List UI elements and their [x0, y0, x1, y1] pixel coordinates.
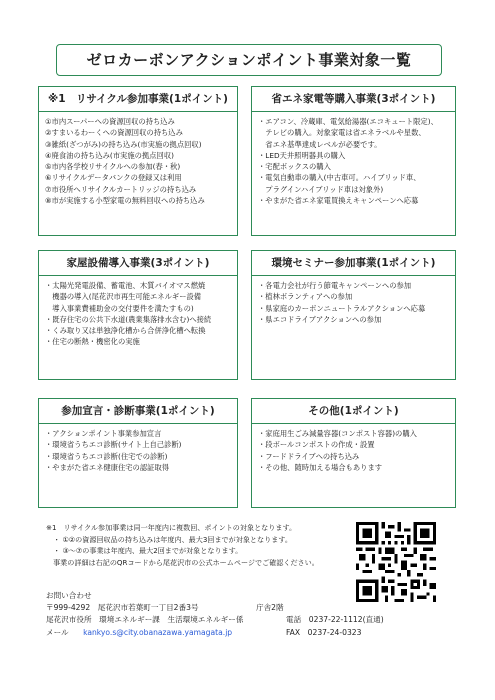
box-recycle	[38, 86, 238, 236]
box-declaration	[38, 398, 238, 508]
page-title: ゼロカーボンアクションポイント事業対象一覧	[56, 44, 442, 76]
box-list	[252, 276, 455, 329]
contact-floor: 庁舎2階	[256, 603, 284, 613]
contact-mail-label: メール	[46, 627, 69, 637]
list-item: ・県エコドライブアクションへの参加	[258, 314, 382, 324]
box-other	[251, 398, 456, 508]
list-item: ・エアコン、冷蔵庫、電気給湯器(エコキュート限定)、	[258, 117, 438, 126]
list-item: ・県家庭のカーボンニュートラルアクションへ応募	[258, 303, 426, 313]
list-item: ・やまがた省エネ家電買換えキャンペーンへ応募	[258, 196, 419, 206]
list-item: ・その他、随時加える場合もあります	[258, 462, 383, 472]
list-item: ・太陽光発電設備、蓄電池、木質バイオマス燃焼	[45, 281, 206, 290]
list-item: 導入事業費補助金の交付要件を満たすもの)	[45, 303, 194, 313]
list-item: ・環境省うちエコ診断(サイト上自己診断)	[45, 440, 182, 450]
box-header: ※1 リサイクル参加事業(1ポイント)	[39, 87, 237, 112]
list-item: 省エネ基準達成レベルが必要です。	[258, 139, 382, 149]
note-line: ・ ③～⑦の事業は年度内、最大2回までが対象となります。	[46, 546, 243, 555]
list-item: 機器の導入(尾花沢市再生可能エネルギー設備	[45, 292, 202, 302]
list-item: ④廃食油の持ち込み(市実施の拠点回収)	[45, 150, 174, 160]
list-item: ・電気自動車の購入(中古車可。ハイブリッド車、	[258, 173, 421, 183]
box-list	[39, 276, 237, 352]
list-item: ③雑紙(ざつがみ)の持ち込み(市実施の拠点回収)	[45, 139, 202, 149]
box-header: その他(1ポイント)	[252, 399, 455, 424]
contact-address-row	[46, 602, 456, 614]
box-list	[252, 424, 455, 477]
box-list	[39, 424, 237, 477]
contact-fax: FAX 0237-24-0323	[286, 627, 362, 637]
list-item: ・くみ取り又は単独浄化槽から合併浄化槽へ転換	[45, 326, 206, 336]
note-line: 事業の詳細は右記のQRコードから尾花沢市の公式ホームページでご確認ください。	[46, 557, 319, 567]
list-item: ・宅配ボックスの購入	[258, 162, 331, 172]
box-list	[39, 112, 237, 210]
contact-mail-row	[46, 627, 456, 639]
box-appliance	[251, 86, 456, 236]
list-item: ・各電力会社が行う節電キャンペーンへの参加	[258, 281, 412, 290]
contact-info	[46, 590, 456, 639]
notes	[46, 522, 346, 568]
list-item: ・植林ボランティアへの参加	[258, 292, 353, 302]
list-item: プラグインハイブリッド車は対象外)	[258, 184, 384, 194]
list-item: ⑧市が実施する小型家電の無料回収への持ち込み	[45, 196, 205, 206]
box-header: 参加宣言・診断事業(1ポイント)	[39, 399, 237, 424]
note-line: ※1 リサイクル参加事業は同一年度内に複数回、ポイントの対象となります。	[46, 523, 297, 532]
box-header: 家屋設備導入事業(3ポイント)	[39, 251, 237, 276]
contact-tel: 電話 0237-22-1112(直通)	[286, 615, 384, 625]
list-item: ・フードドライブへの持ち込み	[258, 451, 360, 461]
contact-address: 〒999-4292 尾花沢市若葉町一丁目2番3号	[46, 603, 199, 613]
box-house-equipment	[38, 250, 238, 380]
list-item: ・やまがた省エネ健康住宅の認証取得	[45, 462, 170, 472]
list-item: ⑦市役所へリサイクルカートリッジの持ち込み	[45, 184, 197, 194]
contact-dept-row	[46, 614, 456, 626]
list-item: ・環境省うちエコ診断(住宅での診断)	[45, 451, 168, 461]
box-list	[252, 112, 455, 210]
contact-dept: 尾花沢市役所 環境エネルギー課 生活環境エネルギー係	[46, 615, 244, 625]
list-item: テレビの購入。対象家電は省エネラベルや星数、	[258, 128, 426, 138]
box-seminar	[251, 250, 456, 380]
list-item: ・LED天井照明器具の購入	[258, 150, 346, 160]
note-line: ・ ①②の資源回収品の持ち込みは年度内、最大3回までが対象となります。	[46, 534, 292, 544]
box-header: 環境セミナー参加事業(1ポイント)	[252, 251, 455, 276]
list-item: ・住宅の断熱・機密化の実施	[45, 337, 140, 347]
list-item: ②すまいるわーくへの資源回収の持ち込み	[45, 128, 183, 138]
list-item: ①市内スーパーへの資源回収の持ち込み	[45, 117, 175, 126]
list-item: ・アクションポイント事業参加宣言	[45, 429, 162, 438]
list-item: ・既存住宅の公共下水道(農業集落排水含む)へ接続	[45, 314, 212, 324]
list-item: ⑥リサイクルデータバンクの登録又は利用	[45, 173, 182, 183]
list-item: ・段ボールコンポストの作成・設置	[258, 440, 375, 450]
list-item: ・家庭用生ごみ減量容器(コンポスト容器)の購入	[258, 429, 417, 438]
box-header: 省エネ家電等購入事業(3ポイント)	[252, 87, 455, 112]
list-item: ⑤市内各学校リサイクルへの参加(春・秋)	[45, 162, 181, 172]
contact-mail-link[interactable]: kankyo.s@city.obanazawa.yamagata.jp	[83, 627, 233, 637]
contact-heading: お問い合わせ	[46, 591, 92, 600]
